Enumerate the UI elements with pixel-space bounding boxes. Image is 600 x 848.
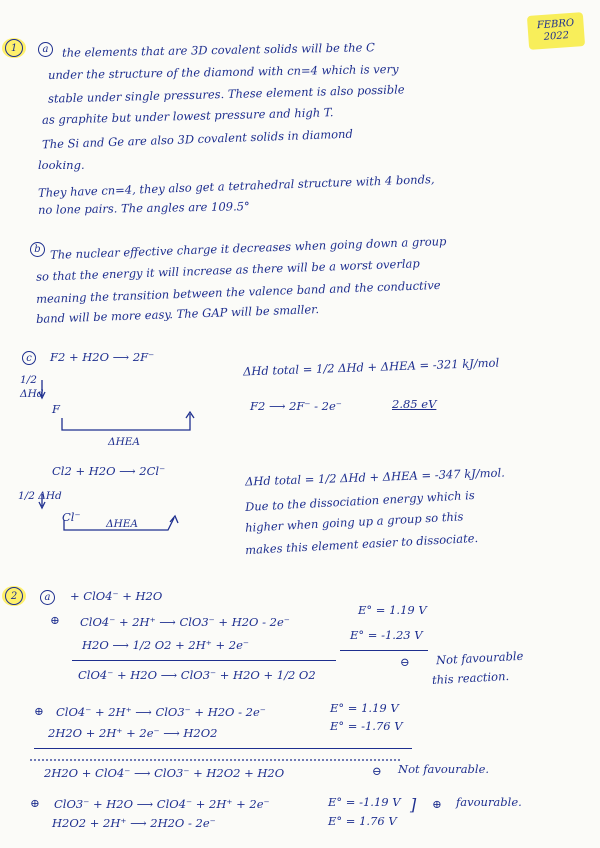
f-half-label: 1/2	[20, 374, 37, 386]
cl-enthalpy-eq: ΔHd total = 1/2 ΔHd + ΔHEA = -347 kJ/mol.	[244, 465, 506, 489]
b2-potential-2: E° = -1.76 V	[330, 719, 403, 733]
b2-verdict: Not favourable.	[398, 762, 490, 776]
q1c-marker: c	[22, 351, 36, 365]
b2-sum-reaction: 2H2O + ClO4⁻ ⟶ ClO3⁻ + H2O2 + H2O	[44, 766, 285, 780]
f-half-reaction: F2 ⟶ 2F⁻ - 2e⁻	[250, 399, 342, 413]
cl-half-label: 1/2 ΔHd	[18, 490, 62, 502]
b3-verdict-sign: ⊕	[432, 797, 442, 811]
q1a-line: looking.	[38, 158, 85, 172]
f-enthalpy-eq: ΔHd total = 1/2 ΔHd + ΔHEA = -321 kJ/mol	[242, 355, 500, 379]
b2-verdict-sign: ⊖	[372, 764, 382, 778]
b1-potential-1: E° = 1.19 V	[358, 603, 427, 617]
cl-explanation: Due to the dissociation energy which is	[244, 487, 476, 515]
f-ea-label: ΔHEA	[108, 436, 140, 448]
b3-potential-2: E° = 1.76 V	[328, 814, 397, 828]
q1a-line: as graphite but under lowest pressure and high T.	[41, 105, 334, 127]
b1-sum-reaction: ClO4⁻ + H2O ⟶ ClO3⁻ + H2O + 1/2 O2	[78, 668, 316, 682]
q1a-line: The Si and Ge are also 3D covalent solids in diamond	[41, 126, 354, 152]
b3-marker: ⊕	[30, 796, 40, 810]
cl-ea-path	[64, 518, 174, 530]
q1b-line: band will be more easy. The GAP will be smaller.	[35, 302, 320, 326]
cl-reaction: Cl2 + H2O ⟶ 2Cl⁻	[52, 464, 166, 478]
b3-brace: ]	[410, 795, 417, 814]
b1-potential-2: E° = -1.23 V	[350, 628, 423, 642]
stamp-line-2: 2022	[543, 30, 570, 43]
f-ea-path	[62, 414, 190, 430]
b1-verdict: Not favourable	[435, 648, 524, 668]
b1-verdict-sign: ⊖	[400, 655, 410, 669]
cl-explanation: higher when going up a group so this	[244, 509, 464, 535]
b3-reaction-1: ClO3⁻ + H2O ⟶ ClO4⁻ + 2H⁺ + 2e⁻	[54, 797, 270, 811]
q1b-marker: b	[30, 242, 45, 257]
cl-ea-label: ΔHEA	[106, 518, 138, 530]
q1b-line: so that the energy it will increase as there will be a worst overlap	[35, 256, 420, 284]
b2-potential-1: E° = 1.19 V	[330, 701, 399, 715]
b1-reaction-1: ClO4⁻ + 2H⁺ ⟶ ClO3⁻ + H2O - 2e⁻	[80, 615, 290, 629]
stamp-line-1: FEBRO	[536, 17, 575, 32]
b1-marker: ⊕	[50, 613, 60, 627]
b1-reaction-2: H2O ⟶ 1/2 O2 + 2H⁺ + 2e⁻	[82, 638, 249, 652]
f-diss-label: ΔHd	[20, 388, 44, 400]
f-atom-label: F	[52, 402, 60, 416]
b2-marker: ⊕	[34, 704, 44, 718]
q1a-line: They have cn=4, they also get a tetrahedral structure with 4 bonds,	[37, 172, 435, 200]
q1a-line: stable under single pressures. These element is also possible	[47, 82, 405, 106]
cl-ea-arrowhead	[170, 516, 178, 523]
b1-verdict-2: this reaction.	[431, 668, 510, 688]
b2-reaction-2: 2H2O + 2H⁺ + 2e⁻ ⟶ H2O2	[48, 726, 218, 740]
q1a-line: under the structure of the diamond with cn=4 which is very	[47, 61, 399, 83]
f-potential: 2.85 eV	[392, 397, 437, 411]
q2-number: 2	[5, 587, 23, 605]
f-reaction: F2 + H2O ⟶ 2F⁻	[50, 350, 155, 364]
q1a-marker: a	[38, 42, 53, 57]
b3-potential-1: E° = -1.19 V	[328, 795, 401, 809]
cl-explanation: makes this element easier to dissociate.	[244, 530, 479, 558]
q1b-line: The nuclear effective charge it decreases when going down a group	[49, 234, 447, 262]
q2a-marker: a	[40, 590, 55, 605]
cl-atom-label: Cl⁻	[62, 510, 81, 524]
b2-reaction-1: ClO4⁻ + 2H⁺ ⟶ ClO3⁻ + H2O - 2e⁻	[56, 705, 266, 719]
q1-number: 1	[5, 39, 23, 57]
b3-reaction-2: H2O2 + 2H⁺ ⟶ 2H2O - 2e⁻	[52, 816, 216, 830]
q1b-line: meaning the transition between the valence band and the conductive	[35, 277, 441, 307]
b3-verdict: favourable.	[456, 795, 522, 809]
q2-header: + ClO4⁻ + H2O	[70, 589, 163, 603]
q1a-line: the elements that are 3D covalent solids will be the C	[61, 40, 375, 60]
q1a-line: no lone pairs. The angles are 109.5°	[37, 199, 250, 217]
